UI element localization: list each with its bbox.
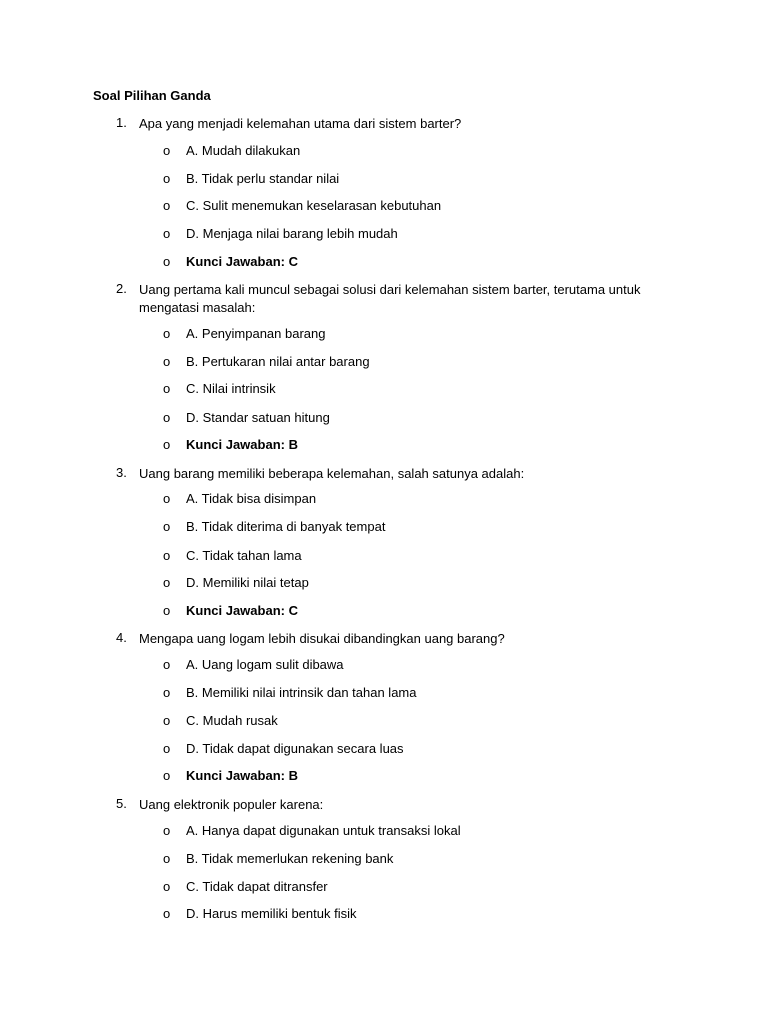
option-text: D. Standar satuan hitung [186, 410, 330, 425]
bullet-icon: o [163, 823, 171, 838]
option-text: D. Tidak dapat digunakan secara luas [186, 741, 404, 756]
bullet-icon: o [163, 603, 171, 618]
option-text: C. Tidak dapat ditransfer [186, 879, 328, 894]
answer-key-text: Kunci Jawaban: B [186, 768, 298, 783]
option-text: B. Tidak diterima di banyak tempat [186, 519, 386, 534]
option-text: B. Tidak perlu standar nilai [186, 171, 340, 186]
option-text: A. Tidak bisa disimpan [186, 491, 317, 506]
question-number: 1. [116, 115, 127, 130]
bullet-icon: o [163, 548, 171, 563]
bullet-icon: o [163, 198, 171, 213]
bullet-icon: o [163, 491, 171, 506]
question-number: 3. [116, 465, 127, 480]
bullet-icon: o [163, 171, 171, 186]
bullet-icon: o [163, 851, 171, 866]
bullet-icon: o [163, 741, 171, 756]
option-text: C. Nilai intrinsik [186, 381, 276, 396]
option-text: A. Hanya dapat digunakan untuk transaksi lokal [186, 823, 461, 838]
option-text: D. Memiliki nilai tetap [186, 575, 309, 590]
question-text: Apa yang menjadi kelemahan utama dari sistem barter? [139, 116, 462, 131]
bullet-icon: o [163, 143, 171, 158]
bullet-icon: o [163, 657, 171, 672]
bullet-icon: o [163, 685, 171, 700]
option-text: D. Menjaga nilai barang lebih mudah [186, 226, 398, 241]
bullet-icon: o [163, 254, 171, 269]
answer-key-text: Kunci Jawaban: B [186, 437, 298, 452]
question-text: Uang barang memiliki beberapa kelemahan, salah satunya adalah: [139, 466, 525, 481]
bullet-icon: o [163, 879, 171, 894]
bullet-icon: o [163, 381, 171, 396]
question-number: 4. [116, 630, 127, 645]
question-text: Mengapa uang logam lebih disukai dibandingkan uang barang? [139, 631, 505, 646]
bullet-icon: o [163, 410, 171, 425]
question-number: 5. [116, 796, 127, 811]
question-number: 2. [116, 281, 127, 296]
bullet-icon: o [163, 226, 171, 241]
option-text: B. Tidak memerlukan rekening bank [186, 851, 394, 866]
option-text: C. Sulit menemukan keselarasan kebutuhan [186, 198, 442, 213]
document-title: Soal Pilihan Ganda [93, 88, 211, 103]
bullet-icon: o [163, 713, 171, 728]
bullet-icon: o [163, 437, 171, 452]
option-text: B. Pertukaran nilai antar barang [186, 354, 370, 369]
bullet-icon: o [163, 575, 171, 590]
bullet-icon: o [163, 354, 171, 369]
option-text: C. Tidak tahan lama [186, 548, 302, 563]
bullet-icon: o [163, 326, 171, 341]
option-text: C. Mudah rusak [186, 713, 278, 728]
option-text: A. Mudah dilakukan [186, 143, 301, 158]
answer-key-text: Kunci Jawaban: C [186, 603, 298, 618]
bullet-icon: o [163, 519, 171, 534]
option-text: A. Uang logam sulit dibawa [186, 657, 344, 672]
option-text: B. Memiliki nilai intrinsik dan tahan lama [186, 685, 417, 700]
option-text: A. Penyimpanan barang [186, 326, 326, 341]
option-text: D. Harus memiliki bentuk fisik [186, 906, 357, 921]
question-text: Uang pertama kali muncul sebagai solusi dari kelemahan sistem barter, terutama untuk mengatasi masalah: [139, 282, 641, 315]
bullet-icon: o [163, 768, 171, 783]
bullet-icon: o [163, 906, 171, 921]
answer-key-text: Kunci Jawaban: C [186, 254, 298, 269]
question-text: Uang elektronik populer karena: [139, 797, 324, 812]
